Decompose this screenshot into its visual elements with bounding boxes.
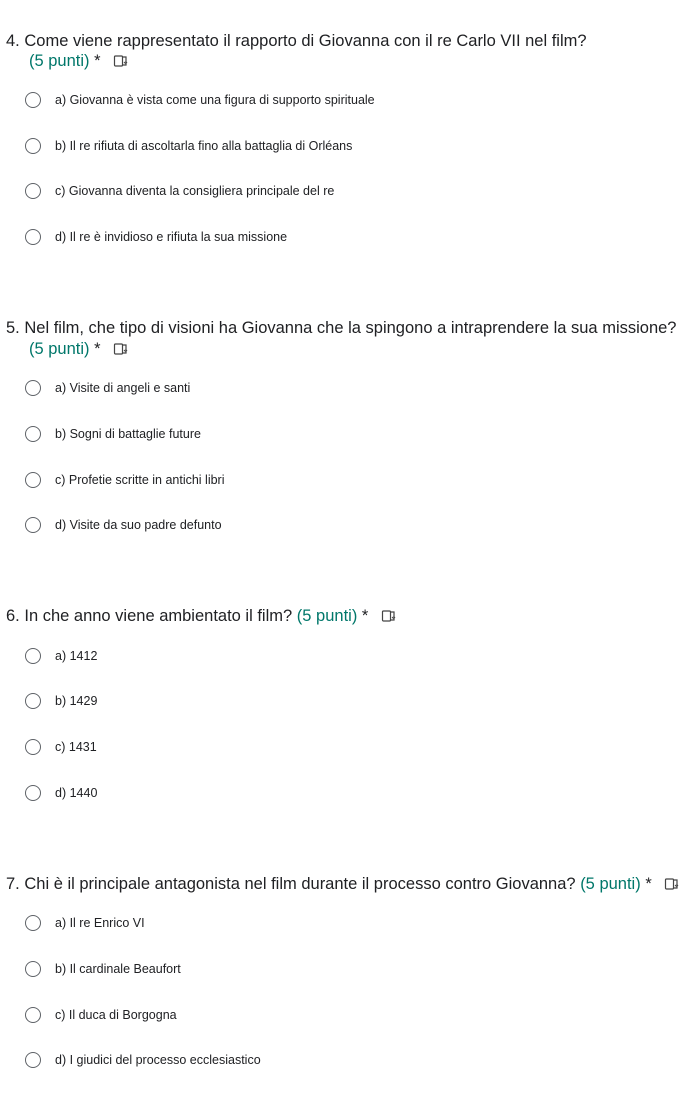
question-title <box>6 317 676 339</box>
question-number: 6. <box>6 607 20 625</box>
option-4b[interactable] <box>25 136 352 156</box>
option-4d[interactable] <box>25 227 287 247</box>
radio-button[interactable] <box>25 648 41 664</box>
question-title <box>6 873 680 895</box>
option-6c[interactable] <box>25 737 97 757</box>
option-label: c) 1431 <box>55 740 97 754</box>
option-4a[interactable] <box>25 90 375 110</box>
option-5b[interactable] <box>25 424 201 444</box>
option-label: c) Il duca di Borgogna <box>55 1008 177 1022</box>
points-label: (5 punti) <box>580 875 641 893</box>
option-7d[interactable] <box>25 1050 261 1070</box>
option-label: c) Profetie scritte in antichi libri <box>55 473 225 487</box>
option-7c[interactable] <box>25 1005 177 1025</box>
option-label: a) Visite di angeli e santi <box>55 381 191 395</box>
option-label: a) Il re Enrico VI <box>55 916 145 930</box>
option-label: a) Giovanna è vista come una figura di supporto spirituale <box>55 93 375 107</box>
option-label: b) Il cardinale Beaufort <box>55 962 181 976</box>
immersive-reader-icon[interactable] <box>381 608 397 624</box>
radio-button[interactable] <box>25 739 41 755</box>
radio-button[interactable] <box>25 517 41 533</box>
radio-button[interactable] <box>25 138 41 154</box>
radio-button[interactable] <box>25 785 41 801</box>
radio-button[interactable] <box>25 229 41 245</box>
option-label: d) Visite da suo padre defunto <box>55 518 222 532</box>
immersive-reader-icon[interactable] <box>113 341 129 357</box>
option-5a[interactable] <box>25 378 190 398</box>
question-number: 4. <box>6 32 20 50</box>
option-label: d) I giudici del processo ecclesiastico <box>55 1053 261 1067</box>
radio-button[interactable] <box>25 915 41 931</box>
required-asterisk: * <box>94 340 101 358</box>
question-text: Nel film, che tipo di visioni ha Giovanna che la spingono a intraprendere la sua missione? <box>24 319 677 337</box>
option-label: b) Il re rifiuta di ascoltarla fino alla battaglia di Orléans <box>55 139 353 153</box>
option-6d[interactable] <box>25 783 97 803</box>
points-label: (5 punti) <box>296 607 358 625</box>
radio-button[interactable] <box>25 961 41 977</box>
question-text: Chi è il principale antagonista nel film durante il processo contro Giovanna? <box>24 875 576 893</box>
radio-button[interactable] <box>25 693 41 709</box>
radio-button[interactable] <box>25 1052 41 1068</box>
option-label: c) Giovanna diventa la consigliera principale del re <box>55 184 335 198</box>
immersive-reader-icon[interactable] <box>664 876 680 892</box>
immersive-reader-icon[interactable] <box>113 53 129 69</box>
option-4c[interactable] <box>25 181 334 201</box>
question-title <box>6 605 397 627</box>
option-7b[interactable] <box>25 959 181 979</box>
option-label: b) 1429 <box>55 694 98 708</box>
question-text: Come viene rappresentato il rapporto di Giovanna con il re Carlo VII nel film? <box>24 32 587 50</box>
option-label: a) 1412 <box>55 649 98 663</box>
option-label: d) Il re è invidioso e rifiuta la sua missione <box>55 230 288 244</box>
radio-button[interactable] <box>25 183 41 199</box>
option-7a[interactable] <box>25 913 145 933</box>
radio-button[interactable] <box>25 472 41 488</box>
question-points-line <box>29 338 129 360</box>
question-number: 7. <box>6 875 20 893</box>
radio-button[interactable] <box>25 1007 41 1023</box>
radio-button[interactable] <box>25 380 41 396</box>
option-label: b) Sogni di battaglie future <box>55 427 201 441</box>
required-asterisk: * <box>645 875 652 893</box>
question-points-line <box>29 50 129 72</box>
required-asterisk: * <box>94 52 101 70</box>
question-title <box>6 30 587 52</box>
option-6b[interactable] <box>25 691 97 711</box>
points-label: (5 punti) <box>29 52 90 70</box>
option-label: d) 1440 <box>55 786 98 800</box>
option-5c[interactable] <box>25 470 225 490</box>
question-text: In che anno viene ambientato il film? <box>24 607 293 625</box>
option-5d[interactable] <box>25 515 222 535</box>
radio-button[interactable] <box>25 426 41 442</box>
question-number: 5. <box>6 319 20 337</box>
radio-button[interactable] <box>25 92 41 108</box>
option-6a[interactable] <box>25 646 97 666</box>
required-asterisk: * <box>361 607 369 625</box>
points-label: (5 punti) <box>29 340 90 358</box>
